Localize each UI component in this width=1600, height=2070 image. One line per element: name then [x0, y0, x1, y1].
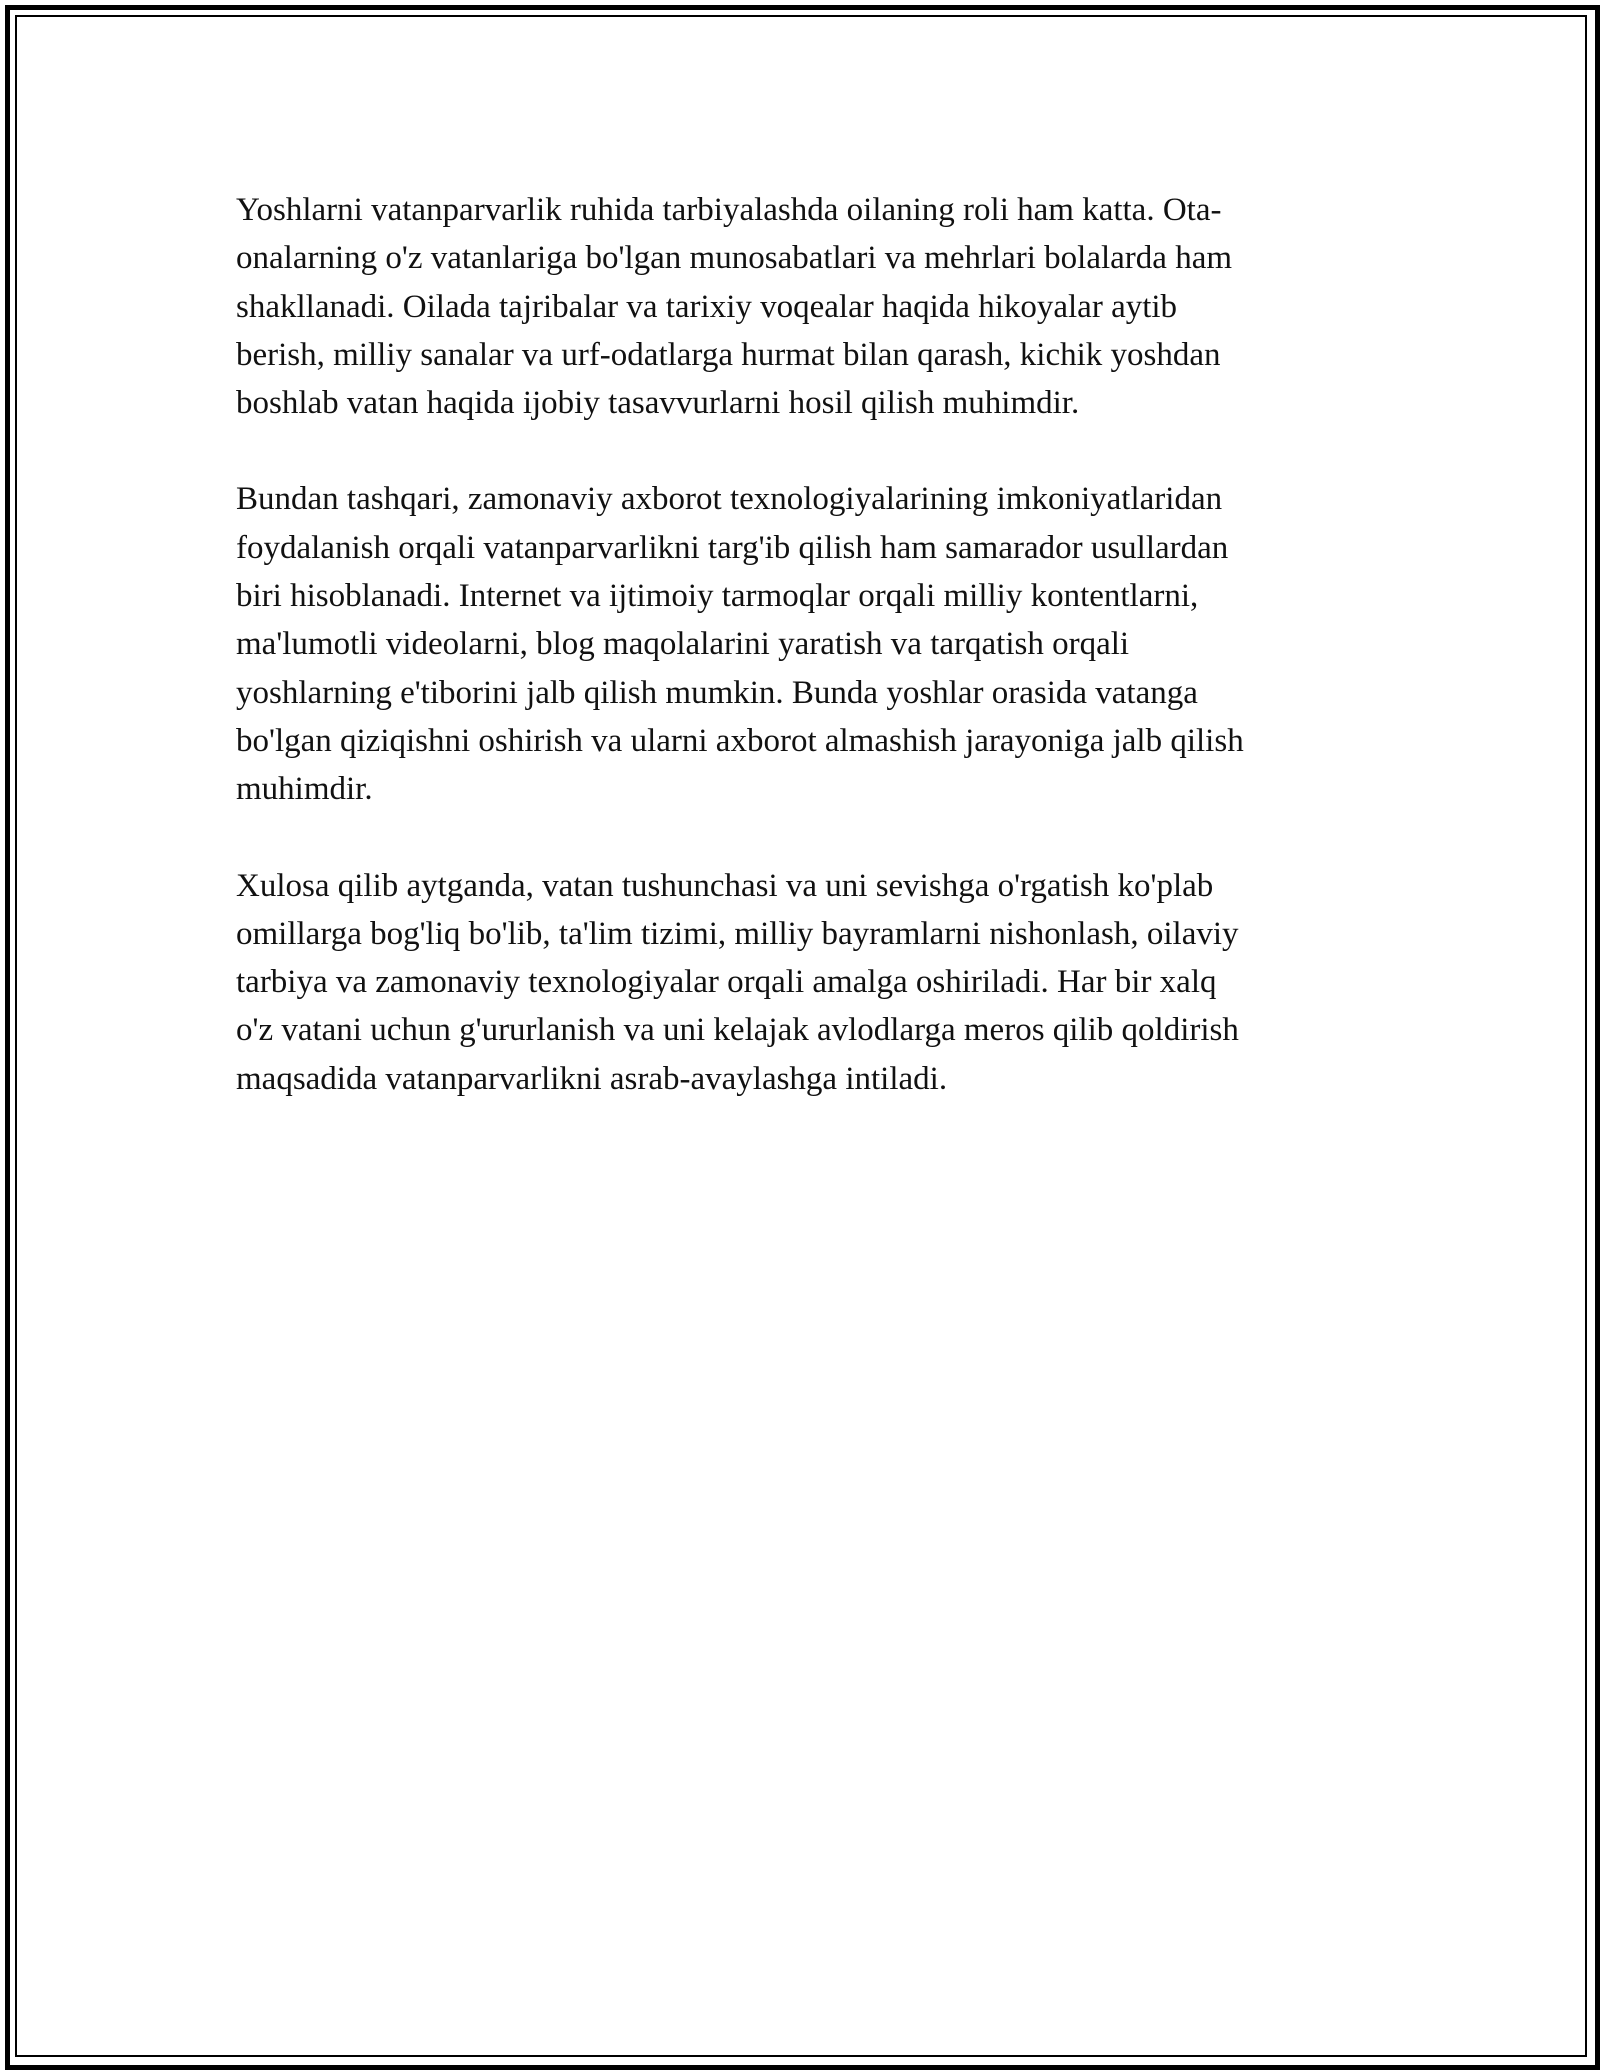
- text-line: o'z vatani uchun g'ururlanish va uni kelajak avlodlarga meros qilib qoldirish: [236, 1012, 1239, 1049]
- paragraph-conclusion: [236, 862, 1366, 1103]
- text-line: berish, milliy sanalar va urf-odatlarga hurmat bilan qarash, kichik yoshdan: [236, 336, 1221, 373]
- text-line: biri hisoblanadi. Internet va ijtimoiy tarmoqlar orqali milliy kontentlarni,: [236, 578, 1199, 615]
- text-line: ma'lumotli videolarni, blog maqolalarini yaratish va tarqatish orqali: [236, 626, 1130, 663]
- text-line: boshlab vatan haqida ijobiy tasavvurlarni hosil qilish muhimdir.: [236, 385, 1080, 422]
- text-line: omillarga bog'liq bo'lib, ta'lim tizimi, milliy bayramlarni nishonlash, oilaviy: [236, 915, 1239, 952]
- text-line: maqsadida vatanparvarlikni asrab-avaylashga intiladi.: [236, 1060, 948, 1097]
- text-line: foydalanish orqali vatanparvarlikni targ'ib qilish ham samarador usullardan: [236, 529, 1229, 566]
- text-line: Xulosa qilib aytganda, vatan tushunchasi va uni sevishga o'rgatish ko'plab: [236, 867, 1214, 904]
- text-line: onalarning o'z vatanlariga bo'lgan munosabatlari va mehrlari bolalarda ham: [236, 240, 1233, 277]
- text-line: Yoshlarni vatanparvarlik ruhida tarbiyalashda oilaning roli ham katta. Ota-: [236, 192, 1222, 228]
- text-line: Bundan tashqari, zamonaviy axborot texnologiyalarining imkoniyatlaridan: [236, 481, 1223, 518]
- document-body: [236, 186, 1366, 1151]
- text-line: tarbiya va zamonaviy texnologiyalar orqali amalga oshiriladi. Har bir xalq: [236, 964, 1217, 1001]
- text-line: muhimdir.: [236, 771, 373, 808]
- paragraph-modern-technology: [236, 475, 1366, 813]
- text-line: bo'lgan qiziqishni oshirish va ularni axborot almashish jarayoniga jalb qilish: [236, 722, 1244, 759]
- text-line: shakllanadi. Oilada tajribalar va tarixiy voqealar haqida hikoyalar aytib: [236, 288, 1178, 325]
- paragraph-family-role: [236, 186, 1366, 427]
- text-line: yoshlarning e'tiborini jalb qilish mumkin. Bunda yoshlar orasida vatanga: [236, 674, 1198, 711]
